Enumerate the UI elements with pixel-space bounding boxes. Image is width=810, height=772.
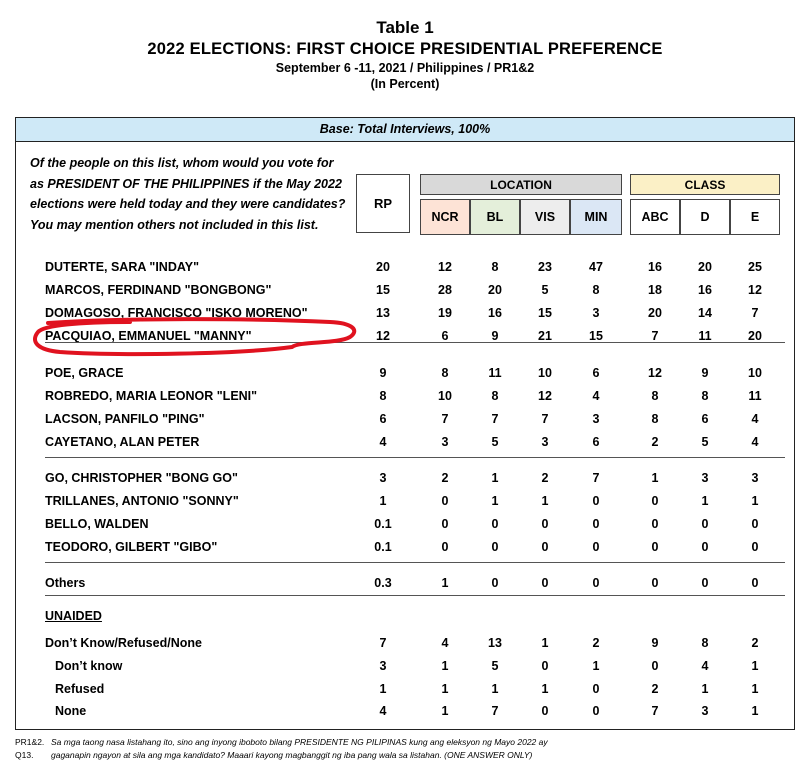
cell-value: 7 bbox=[491, 412, 499, 426]
table-number: Table 1 bbox=[376, 18, 434, 37]
footnote-line bbox=[15, 736, 548, 749]
cell-value: 21 bbox=[538, 329, 552, 343]
cell-value: 0 bbox=[592, 576, 600, 590]
cell-value: 9 bbox=[701, 366, 709, 380]
row-label: TRILLANES, ANTONIO "SONNY" bbox=[45, 494, 239, 508]
footnote-line bbox=[15, 749, 548, 762]
cell-value: 1 bbox=[651, 471, 659, 485]
cell-value: 8 bbox=[441, 366, 449, 380]
row-separator bbox=[45, 457, 785, 458]
cell-value: 3 bbox=[701, 471, 709, 485]
table-row bbox=[16, 656, 794, 676]
cell-value: 11 bbox=[748, 389, 762, 403]
header-bl: BL bbox=[470, 199, 520, 235]
table-title: 2022 ELECTIONS: FIRST CHOICE PRESIDENTIAL PREFERENCE bbox=[147, 40, 663, 58]
cell-value: 4 bbox=[441, 636, 449, 650]
row-label: ROBREDO, MARIA LEONOR "LENI" bbox=[45, 389, 258, 403]
cell-value: 4 bbox=[592, 389, 600, 403]
cell-value: 16 bbox=[698, 283, 712, 297]
row-label: LACSON, PANFILO "PING" bbox=[45, 412, 205, 426]
row-label: Don’t Know/Refused/None bbox=[45, 636, 202, 650]
cell-value: 28 bbox=[438, 283, 452, 297]
header-min: MIN bbox=[570, 199, 622, 235]
question-line: Of the people on this list, whom would you vote for bbox=[30, 156, 334, 170]
cell-value: 1 bbox=[491, 494, 499, 508]
cell-value: 8 bbox=[701, 389, 709, 403]
cell-value: 7 bbox=[592, 471, 600, 485]
row-label: Others bbox=[45, 576, 86, 590]
cell-value: 0 bbox=[651, 576, 659, 590]
footnote-text: Sa mga taong nasa listahang ito, sino ang inyong iboboto bilang PRESIDENTE NG PILIPINAS kung ang eleksyon ng Mayo 2022 ay bbox=[51, 737, 548, 747]
cell-value: 5 bbox=[701, 435, 709, 449]
table-row bbox=[16, 679, 794, 699]
base-bar: Base: Total Interviews, 100% bbox=[16, 118, 794, 142]
cell-value: 0 bbox=[751, 540, 759, 554]
cell-value: 10 bbox=[538, 366, 552, 380]
cell-value: 4 bbox=[379, 704, 387, 718]
table-row bbox=[16, 491, 794, 511]
cell-value: 8 bbox=[651, 412, 659, 426]
cell-value: 5 bbox=[541, 283, 549, 297]
cell-value: 1 bbox=[441, 659, 449, 673]
cell-value: 5 bbox=[491, 435, 499, 449]
cell-value: 12 bbox=[538, 389, 552, 403]
cell-value: 8 bbox=[379, 389, 387, 403]
header-abc: ABC bbox=[630, 199, 680, 235]
cell-value: 7 bbox=[541, 412, 549, 426]
cell-value: 1 bbox=[751, 682, 759, 696]
header-e: E bbox=[730, 199, 780, 235]
cell-value: 0 bbox=[541, 704, 549, 718]
cell-value: 1 bbox=[441, 704, 449, 718]
cell-value: 0 bbox=[592, 540, 600, 554]
cell-value: 8 bbox=[651, 389, 659, 403]
cell-value: 0 bbox=[491, 540, 499, 554]
cell-value: 0 bbox=[441, 517, 449, 531]
row-label: Don’t know bbox=[55, 659, 123, 673]
cell-value: 9 bbox=[651, 636, 659, 650]
cell-value: 47 bbox=[589, 260, 603, 274]
cell-value: 7 bbox=[651, 329, 659, 343]
cell-value: 16 bbox=[648, 260, 662, 274]
cell-value: 7 bbox=[441, 412, 449, 426]
cell-value: 1 bbox=[379, 682, 387, 696]
cell-value: 0 bbox=[651, 659, 659, 673]
cell-value: 0.1 bbox=[374, 540, 392, 554]
cell-value: 0 bbox=[592, 494, 600, 508]
cell-value: 4 bbox=[751, 412, 759, 426]
cell-value: 8 bbox=[491, 260, 499, 274]
cell-value: 2 bbox=[651, 682, 659, 696]
cell-value: 1 bbox=[441, 682, 449, 696]
cell-value: 12 bbox=[748, 283, 762, 297]
header-location: LOCATION bbox=[420, 174, 622, 195]
question-text bbox=[30, 153, 350, 235]
cell-value: 1 bbox=[379, 494, 387, 508]
cell-value: 1 bbox=[751, 704, 759, 718]
row-label: MARCOS, FERDINAND "BONGBONG" bbox=[45, 283, 272, 297]
row-separator bbox=[45, 342, 785, 343]
cell-value: 2 bbox=[651, 435, 659, 449]
cell-value: 7 bbox=[491, 704, 499, 718]
cell-value: 20 bbox=[698, 260, 712, 274]
row-label: CAYETANO, ALAN PETER bbox=[45, 435, 200, 449]
cell-value: 0 bbox=[541, 576, 549, 590]
cell-value: 1 bbox=[491, 682, 499, 696]
cell-value: 2 bbox=[441, 471, 449, 485]
cell-value: 7 bbox=[379, 636, 387, 650]
header-class: CLASS bbox=[630, 174, 780, 195]
cell-value: 11 bbox=[488, 366, 502, 380]
footnote-key: PR1&2. bbox=[15, 737, 45, 747]
cell-value: 0 bbox=[701, 540, 709, 554]
table-row bbox=[16, 363, 794, 383]
header-d: D bbox=[680, 199, 730, 235]
table-title-block bbox=[0, 18, 810, 92]
cell-value: 0 bbox=[541, 659, 549, 673]
table-row bbox=[16, 386, 794, 406]
cell-value: 7 bbox=[651, 704, 659, 718]
cell-value: 15 bbox=[376, 283, 390, 297]
cell-value: 20 bbox=[376, 260, 390, 274]
footnote bbox=[15, 736, 548, 762]
row-label: PACQUIAO, EMMANUEL "MANNY" bbox=[45, 329, 252, 343]
cell-value: 0 bbox=[441, 494, 449, 508]
cell-value: 10 bbox=[748, 366, 762, 380]
table-row bbox=[16, 701, 794, 721]
cell-value: 4 bbox=[379, 435, 387, 449]
cell-value: 3 bbox=[751, 471, 759, 485]
table-row bbox=[16, 514, 794, 534]
cell-value: 0 bbox=[541, 517, 549, 531]
cell-value: 18 bbox=[648, 283, 662, 297]
row-label: BELLO, WALDEN bbox=[45, 517, 149, 531]
cell-value: 0 bbox=[491, 517, 499, 531]
cell-value: 3 bbox=[379, 659, 387, 673]
table-row bbox=[16, 432, 794, 452]
cell-value: 0 bbox=[651, 540, 659, 554]
table-row bbox=[16, 537, 794, 557]
cell-value: 0 bbox=[441, 540, 449, 554]
cell-value: 15 bbox=[589, 329, 603, 343]
cell-value: 0 bbox=[751, 576, 759, 590]
cell-value: 3 bbox=[379, 471, 387, 485]
cell-value: 3 bbox=[592, 306, 600, 320]
cell-value: 2 bbox=[751, 636, 759, 650]
cell-value: 1 bbox=[541, 682, 549, 696]
cell-value: 0 bbox=[592, 517, 600, 531]
cell-value: 23 bbox=[538, 260, 552, 274]
row-separator bbox=[45, 595, 785, 596]
cell-value: 1 bbox=[441, 576, 449, 590]
header-vis: VIS bbox=[520, 199, 570, 235]
cell-value: 25 bbox=[748, 260, 762, 274]
cell-value: 11 bbox=[698, 329, 712, 343]
row-label: GO, CHRISTOPHER "BONG GO" bbox=[45, 471, 238, 485]
row-label: Refused bbox=[55, 682, 105, 696]
cell-value: 1 bbox=[701, 682, 709, 696]
table-row bbox=[16, 409, 794, 429]
row-label: DOMAGOSO, FRANCISCO "ISKO MORENO" bbox=[45, 306, 308, 320]
cell-value: 0.3 bbox=[374, 576, 392, 590]
cell-value: 12 bbox=[648, 366, 662, 380]
cell-value: 3 bbox=[541, 435, 549, 449]
cell-value: 9 bbox=[491, 329, 499, 343]
cell-value: 3 bbox=[441, 435, 449, 449]
cell-value: 1 bbox=[592, 659, 600, 673]
cell-value: 0 bbox=[541, 540, 549, 554]
cell-value: 2 bbox=[541, 471, 549, 485]
table-row bbox=[16, 573, 794, 593]
cell-value: 0 bbox=[701, 576, 709, 590]
cell-value: 3 bbox=[592, 412, 600, 426]
cell-value: 4 bbox=[701, 659, 709, 673]
unaided-label: UNAIDED bbox=[45, 609, 102, 623]
row-label: TEODORO, GILBERT "GIBO" bbox=[45, 540, 218, 554]
cell-value: 6 bbox=[701, 412, 709, 426]
cell-value: 0 bbox=[592, 704, 600, 718]
cell-value: 1 bbox=[701, 494, 709, 508]
cell-value: 1 bbox=[751, 659, 759, 673]
row-separator bbox=[45, 562, 785, 563]
row-label: None bbox=[55, 704, 87, 718]
survey-dates: September 6 -11, 2021 / Philippines / PR1&2 bbox=[275, 61, 535, 75]
table-row bbox=[16, 633, 794, 653]
cell-value: 0 bbox=[491, 576, 499, 590]
cell-value: 14 bbox=[698, 306, 712, 320]
cell-value: 0 bbox=[701, 517, 709, 531]
cell-value: 3 bbox=[701, 704, 709, 718]
question-line: You may mention others not included in this list. bbox=[30, 217, 319, 232]
cell-value: 9 bbox=[379, 366, 387, 380]
cell-value: 6 bbox=[441, 329, 449, 343]
cell-value: 15 bbox=[538, 306, 552, 320]
cell-value: 1 bbox=[541, 636, 549, 650]
question-line: elections were held today and they were candidates? bbox=[30, 197, 346, 211]
table-row bbox=[16, 468, 794, 488]
cell-value: 0 bbox=[751, 517, 759, 531]
cell-value: 12 bbox=[376, 329, 390, 343]
cell-value: 0 bbox=[651, 517, 659, 531]
cell-value: 6 bbox=[379, 412, 387, 426]
table-row bbox=[16, 257, 794, 277]
footnote-text: gaganapin ngayon at sila ang mga kandidato? Maaari kayong magbanggit ng iba pang wala sa listahan. (ONE ANSWER ONLY) bbox=[51, 750, 533, 760]
cell-value: 20 bbox=[748, 329, 762, 343]
cell-value: 20 bbox=[488, 283, 502, 297]
cell-value: 13 bbox=[376, 306, 390, 320]
unit-note: (In Percent) bbox=[370, 77, 440, 91]
question-line: as PRESIDENT OF THE PHILIPPINES if the May 2022 bbox=[30, 176, 342, 191]
cell-value: 4 bbox=[751, 435, 759, 449]
row-label: DUTERTE, SARA "INDAY" bbox=[45, 260, 199, 274]
cell-value: 13 bbox=[488, 636, 502, 650]
cell-value: 16 bbox=[488, 306, 502, 320]
row-label: POE, GRACE bbox=[45, 366, 124, 380]
results-table bbox=[15, 117, 795, 730]
cell-value: 5 bbox=[491, 659, 499, 673]
header-ncr: NCR bbox=[420, 199, 470, 235]
footnote-key: Q13. bbox=[15, 750, 34, 760]
table-row bbox=[16, 326, 794, 346]
cell-value: 8 bbox=[592, 283, 600, 297]
cell-value: 6 bbox=[592, 366, 600, 380]
cell-value: 8 bbox=[701, 636, 709, 650]
cell-value: 7 bbox=[751, 306, 759, 320]
cell-value: 1 bbox=[541, 494, 549, 508]
cell-value: 2 bbox=[592, 636, 600, 650]
cell-value: 10 bbox=[438, 389, 452, 403]
cell-value: 20 bbox=[648, 306, 662, 320]
cell-value: 1 bbox=[751, 494, 759, 508]
cell-value: 0 bbox=[651, 494, 659, 508]
cell-value: 0 bbox=[592, 682, 600, 696]
cell-value: 8 bbox=[491, 389, 499, 403]
cell-value: 12 bbox=[438, 260, 452, 274]
header-rp: RP bbox=[356, 174, 410, 233]
cell-value: 1 bbox=[491, 471, 499, 485]
table-row bbox=[16, 280, 794, 300]
cell-value: 6 bbox=[592, 435, 600, 449]
table-row bbox=[16, 303, 794, 323]
cell-value: 19 bbox=[438, 306, 452, 320]
cell-value: 0.1 bbox=[374, 517, 392, 531]
